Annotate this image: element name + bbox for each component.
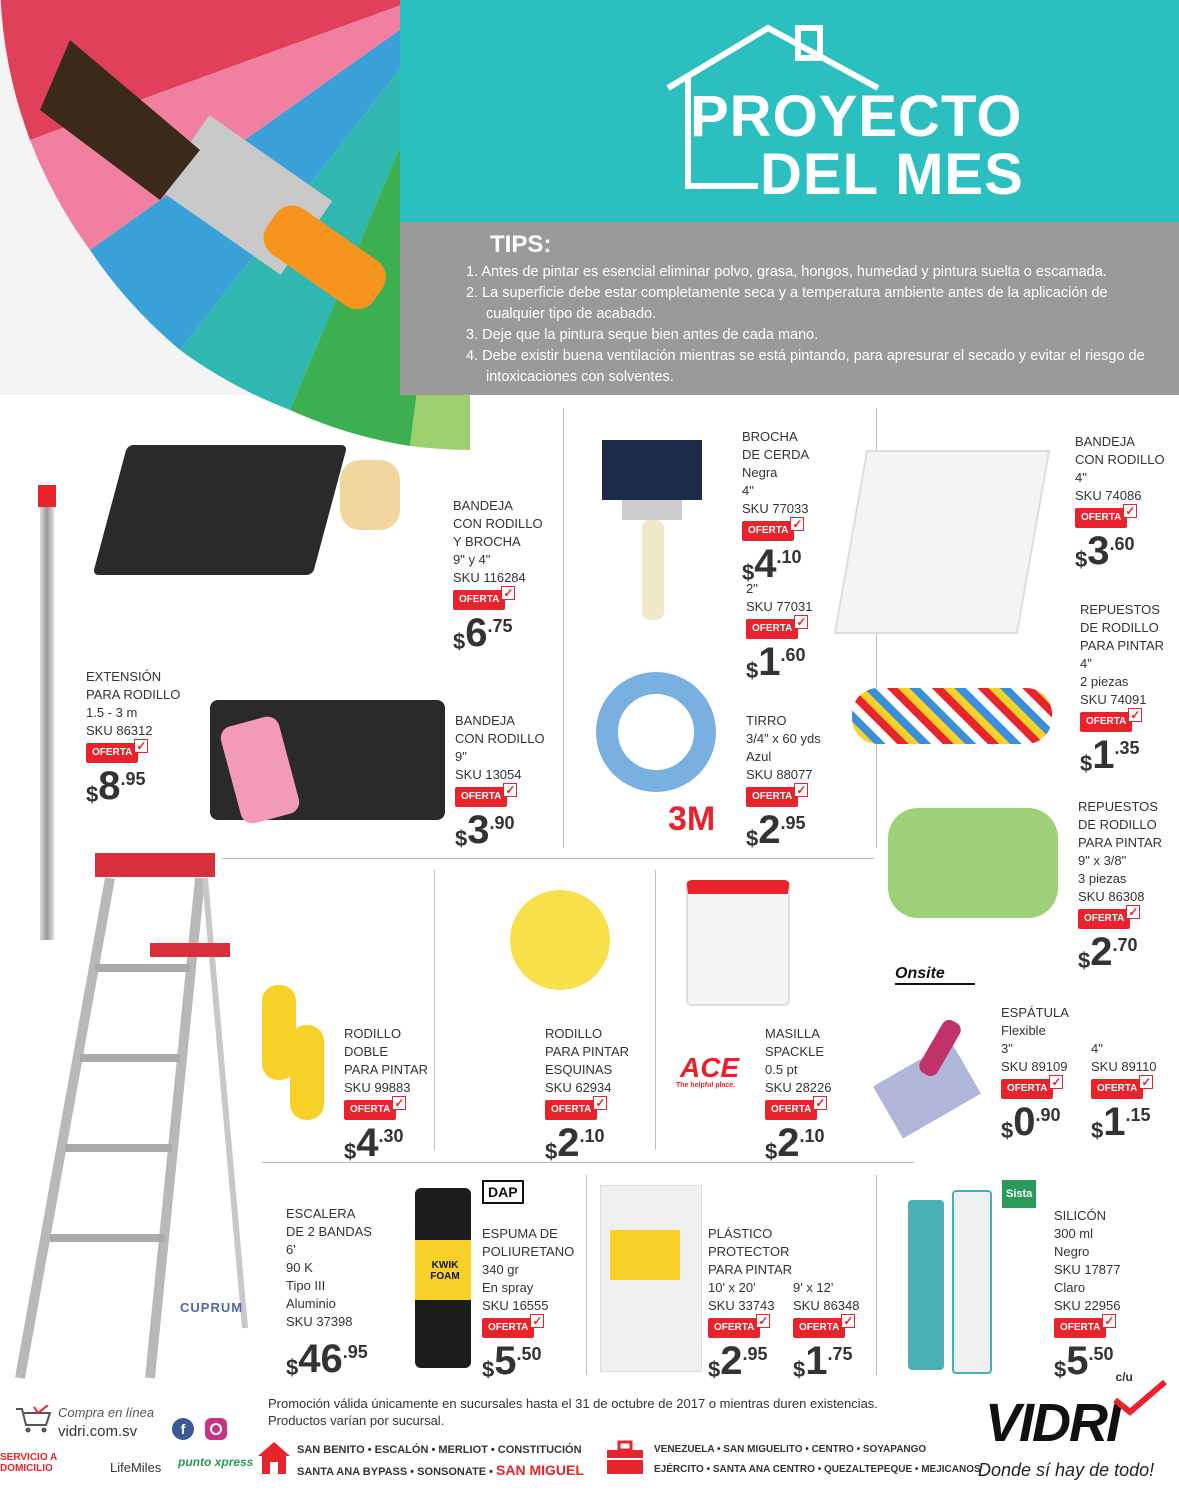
spackle-tub-image	[686, 880, 790, 1006]
punto-xpress-logo: punto xpress	[178, 1455, 254, 1469]
tip-item: 4. Debe existir buena ventilación mientras se está pintando, para apresurar el secado y evitar el riesgo de intoxicaciones con solventes.	[466, 348, 1145, 385]
price-decimal: .75	[827, 1344, 853, 1364]
oferta-badge: OFERTA ✓	[1075, 508, 1127, 528]
product-plastico	[708, 1225, 792, 1381]
product-name: 9' x 12' SKU 86348	[793, 1280, 860, 1313]
price-currency: $	[1075, 547, 1088, 572]
product-brocha-4	[742, 428, 809, 584]
divider	[655, 870, 656, 1150]
price-currency: $	[1078, 948, 1091, 973]
tip-item: 2. La superficie debe estar completamente seca y a temperatura ambiente antes de la aplicación de cualquier tipo de acabado.	[466, 285, 1108, 322]
price-decimal: .50	[516, 1344, 542, 1364]
price-decimal: .70	[1112, 935, 1138, 955]
sista-logo: Sista	[1002, 1180, 1036, 1208]
product-rodillo-esquinas	[545, 1025, 629, 1163]
price-integer: 0	[1013, 1100, 1036, 1144]
price-currency: $	[742, 560, 755, 585]
price-currency: $	[1054, 1357, 1067, 1382]
product-price	[1078, 932, 1162, 972]
divider	[434, 870, 435, 1150]
price-integer: 6	[465, 611, 488, 655]
instagram-icon[interactable]	[205, 1418, 227, 1440]
price-integer: 3	[467, 808, 490, 852]
store-san-miguel: SAN MIGUEL	[496, 1462, 584, 1478]
store-list-line1: SAN BENITO • ESCALÓN • MERLIOT • CONSTITUCIÓN	[297, 1444, 582, 1456]
silicone-tube-clear-image	[952, 1190, 992, 1374]
price-integer: 4	[754, 542, 777, 586]
price-currency: $	[793, 1357, 806, 1382]
corner-roller-image	[510, 890, 610, 990]
product-name: REPUESTOS DE RODILLO PARA PINTAR 4" 2 piezas SKU 74091	[1080, 602, 1165, 707]
price-currency: $	[455, 826, 468, 851]
price-currency: $	[86, 782, 99, 807]
plastic-label	[610, 1230, 680, 1280]
silicone-tube-black-image	[908, 1200, 944, 1370]
price-decimal: .10	[799, 1126, 825, 1146]
store-list-line2	[297, 1460, 584, 1482]
product-bandeja-9	[455, 712, 545, 850]
product-price	[765, 1123, 832, 1163]
product-name: EXTENSIÓN PARA RODILLO 1.5 - 3 m SKU 86312	[86, 669, 181, 738]
product-espatula-4	[1091, 1040, 1157, 1142]
price-currency: $	[708, 1357, 721, 1382]
pole-tip	[38, 485, 56, 507]
product-price	[1001, 1102, 1069, 1142]
double-roller-image	[290, 1025, 324, 1120]
price-integer: 3	[1087, 529, 1110, 573]
divider	[222, 858, 874, 859]
price-integer: 1	[758, 640, 781, 684]
price-integer: 2	[1090, 930, 1113, 974]
price-decimal: .60	[1109, 534, 1135, 554]
product-plastico-2	[793, 1279, 860, 1381]
promo-line: Promoción válida únicamente en sucursales hasta el 31 de octubre de 2017 o mientras duren existencias.	[268, 1396, 878, 1411]
product-name: 2" SKU 77031	[746, 581, 813, 614]
price-decimal: .95	[120, 769, 146, 789]
price-decimal: .75	[487, 616, 513, 636]
price-integer: 5	[1066, 1339, 1089, 1383]
lifemiles-logo: LifeMiles	[110, 1460, 162, 1475]
tips-list	[466, 262, 1166, 388]
price-integer: 1	[805, 1339, 828, 1383]
product-bandeja-4	[1075, 433, 1165, 571]
oferta-badge: OFERTA ✓	[453, 590, 505, 610]
vidri-logo: VIDRI	[985, 1393, 1120, 1453]
cart-icon	[14, 1405, 54, 1433]
product-price	[746, 642, 813, 682]
tip-item: 3. Deje que la pintura seque bien antes de cada mano.	[466, 327, 819, 343]
product-masilla	[765, 1025, 832, 1163]
price-currency: $	[746, 826, 759, 851]
site-link[interactable]: vidri.com.sv	[58, 1423, 138, 1440]
price-decimal: .50	[1088, 1344, 1114, 1364]
product-repuesto-9	[1078, 798, 1162, 972]
product-price	[793, 1341, 860, 1381]
roller-covers-9-image	[888, 808, 1058, 918]
oferta-badge: OFERTA ✓	[86, 743, 138, 763]
oferta-badge: OFERTA ✓	[1054, 1318, 1106, 1338]
oferta-badge: OFERTA ✓	[455, 787, 507, 807]
onsite-logo: Onsite	[895, 965, 975, 985]
price-integer: 1	[1103, 1100, 1126, 1144]
check-mark-icon	[1110, 1378, 1170, 1418]
tape-roll-image	[596, 672, 716, 792]
cuprum-logo: CUPRUM	[180, 1300, 244, 1315]
product-escalera	[286, 1205, 372, 1379]
product-bandeja-brocha	[453, 497, 543, 653]
product-name: ESPUMA DE POLIURETANO 340 gr En spray SKU 16555	[482, 1226, 575, 1313]
servicio-domicilio-logo: SERVICIO A DOMICILIO	[0, 1452, 57, 1474]
price-integer: 2	[557, 1121, 580, 1165]
ace-tagline: The helpful place.	[676, 1082, 736, 1089]
tips-heading: TIPS:	[490, 231, 552, 258]
oferta-badge: OFERTA ✓	[793, 1318, 845, 1338]
oferta-badge: OFERTA ✓	[1091, 1079, 1143, 1099]
oferta-badge: OFERTA ✓	[742, 521, 794, 541]
compra-label: Compra en línea	[58, 1405, 155, 1420]
oferta-badge: OFERTA ✓	[545, 1100, 597, 1120]
product-price	[453, 613, 543, 653]
oferta-badge: OFERTA ✓	[1078, 909, 1130, 929]
oferta-badge: OFERTA ✓	[746, 787, 798, 807]
price-unit: c/u	[1115, 1370, 1133, 1384]
oferta-badge: OFERTA ✓	[482, 1318, 534, 1338]
price-integer: 8	[98, 764, 121, 808]
product-price	[482, 1341, 574, 1381]
3m-logo: 3M	[668, 800, 716, 838]
price-integer: 2	[777, 1121, 800, 1165]
product-name: REPUESTOS DE RODILLO PARA PINTAR 9" x 3/8" 3 piezas SKU 86308	[1078, 799, 1163, 904]
brush-handle-image	[642, 520, 664, 620]
product-price	[746, 810, 821, 850]
price-currency: $	[746, 658, 759, 683]
oferta-badge: OFERTA ✓	[765, 1100, 817, 1120]
roller-covers-4-image	[852, 688, 1052, 744]
product-price	[1054, 1341, 1133, 1383]
price-integer: 4	[356, 1121, 379, 1165]
toolbox-icon	[605, 1440, 645, 1476]
product-name: RODILLO DOBLE PARA PINTAR SKU 99883	[344, 1026, 429, 1095]
price-decimal: .60	[780, 645, 806, 665]
price-decimal: .95	[780, 813, 806, 833]
ace-logo: ACE	[680, 1052, 740, 1083]
price-currency: $	[1091, 1118, 1104, 1143]
product-name: BANDEJA CON RODILLO 4" SKU 74086	[1075, 434, 1165, 503]
product-repuesto-4	[1080, 601, 1164, 775]
product-extension	[86, 668, 180, 806]
roller-cover-image	[340, 460, 400, 530]
oferta-badge: OFERTA ✓	[746, 619, 798, 639]
product-name: ESCALERA DE 2 BANDAS 6' 90 K Tipo III Aluminio SKU 37398	[286, 1206, 372, 1329]
product-price	[286, 1339, 372, 1379]
price-decimal: .10	[776, 547, 802, 567]
product-espatula-3	[1001, 1004, 1069, 1142]
oferta-badge: OFERTA ✓	[1001, 1079, 1053, 1099]
product-name: ESPÁTULA Flexible 3" SKU 89109	[1001, 1005, 1069, 1074]
price-currency: $	[1080, 751, 1093, 776]
price-integer: 5	[494, 1339, 517, 1383]
product-silicon	[1054, 1207, 1133, 1383]
divider	[586, 1175, 587, 1375]
product-name: BANDEJA CON RODILLO 9" SKU 13054	[455, 713, 545, 782]
page-title-line1: PROYECTO	[690, 84, 1023, 149]
price-decimal: .90	[1035, 1105, 1061, 1125]
store-list-line2a: SANTA ANA BYPASS • SONSONATE •	[297, 1466, 493, 1478]
price-currency: $	[344, 1139, 357, 1164]
dap-logo: DAP	[482, 1180, 524, 1204]
oferta-badge: OFERTA ✓	[1080, 712, 1132, 732]
product-price	[1091, 1102, 1157, 1142]
price-decimal: .15	[1125, 1105, 1151, 1125]
product-name: TIRRO 3/4" x 60 yds Azul SKU 88077	[746, 713, 821, 782]
price-currency: $	[482, 1357, 495, 1382]
price-decimal: .10	[579, 1126, 605, 1146]
price-currency: $	[545, 1139, 558, 1164]
store-list-line3: VENEZUELA • SAN MIGUELITO • CENTRO • SOYAPANGO	[654, 1444, 927, 1455]
price-integer: 2	[720, 1339, 743, 1383]
tip-item: 1. Antes de pintar es esencial eliminar polvo, grasa, hongos, humedad y pintura suelta o escamada.	[466, 264, 1107, 280]
kwik-foam-label: KWIK FOAM	[430, 1260, 460, 1282]
product-price	[455, 810, 545, 850]
promo-line: Productos varían por sucursal.	[268, 1413, 445, 1428]
price-integer: 1	[1092, 733, 1115, 777]
price-integer: 2	[758, 808, 781, 852]
divider	[876, 1175, 877, 1375]
page-title-line2: DEL MES	[760, 142, 1024, 207]
price-decimal: .95	[342, 1342, 368, 1362]
product-price	[344, 1123, 428, 1163]
price-integer: 46	[298, 1337, 343, 1381]
product-name: SILICÓN 300 ml Negro SKU 17877 Claro SKU 22956	[1054, 1208, 1121, 1313]
product-name: MASILLA SPACKLE 0.5 pt SKU 28226	[765, 1026, 832, 1095]
product-brocha-2	[746, 580, 813, 682]
price-decimal: .30	[378, 1126, 404, 1146]
price-decimal: .95	[742, 1344, 768, 1364]
price-currency: $	[1001, 1118, 1014, 1143]
product-price	[708, 1341, 792, 1381]
product-name: BROCHA DE CERDA Negra 4" SKU 77033	[742, 429, 810, 516]
product-price	[545, 1123, 629, 1163]
store-house-icon	[256, 1440, 292, 1476]
vidri-slogan: Donde sí hay de todo!	[978, 1460, 1155, 1480]
product-price	[1075, 531, 1165, 571]
oferta-badge: OFERTA ✓	[344, 1100, 396, 1120]
product-name: 4" SKU 89110	[1091, 1041, 1157, 1074]
brush-bristles-image	[602, 440, 702, 500]
divider	[563, 408, 564, 848]
promo-text	[268, 1395, 968, 1429]
product-name: BANDEJA CON RODILLO Y BROCHA 9" y 4" SKU 116284	[453, 498, 543, 585]
store-list-line4: EJÉRCITO • SANTA ANA CENTRO • QUEZALTEPEQUE • MEJICANOS	[654, 1464, 981, 1475]
product-espuma	[482, 1225, 574, 1381]
tray-4-image	[834, 450, 1050, 634]
price-currency: $	[286, 1355, 299, 1380]
product-name: RODILLO PARA PINTAR ESQUINAS SKU 62934	[545, 1026, 630, 1095]
product-name: PLÁSTICO PROTECTOR PARA PINTAR 10' x 20' SKU 33743	[708, 1226, 793, 1313]
product-price	[742, 544, 809, 584]
price-decimal: .90	[489, 813, 515, 833]
product-rodillo-doble	[344, 1025, 428, 1163]
price-currency: $	[765, 1139, 778, 1164]
product-price	[86, 766, 180, 806]
price-decimal: .35	[1114, 738, 1140, 758]
tray-kit-image	[93, 445, 348, 575]
brush-ferrule-image	[622, 500, 682, 520]
price-currency: $	[453, 629, 466, 654]
product-tirro	[746, 712, 821, 850]
facebook-icon[interactable]: f	[172, 1418, 194, 1440]
product-price	[1080, 735, 1164, 775]
oferta-badge: OFERTA ✓	[708, 1318, 760, 1338]
